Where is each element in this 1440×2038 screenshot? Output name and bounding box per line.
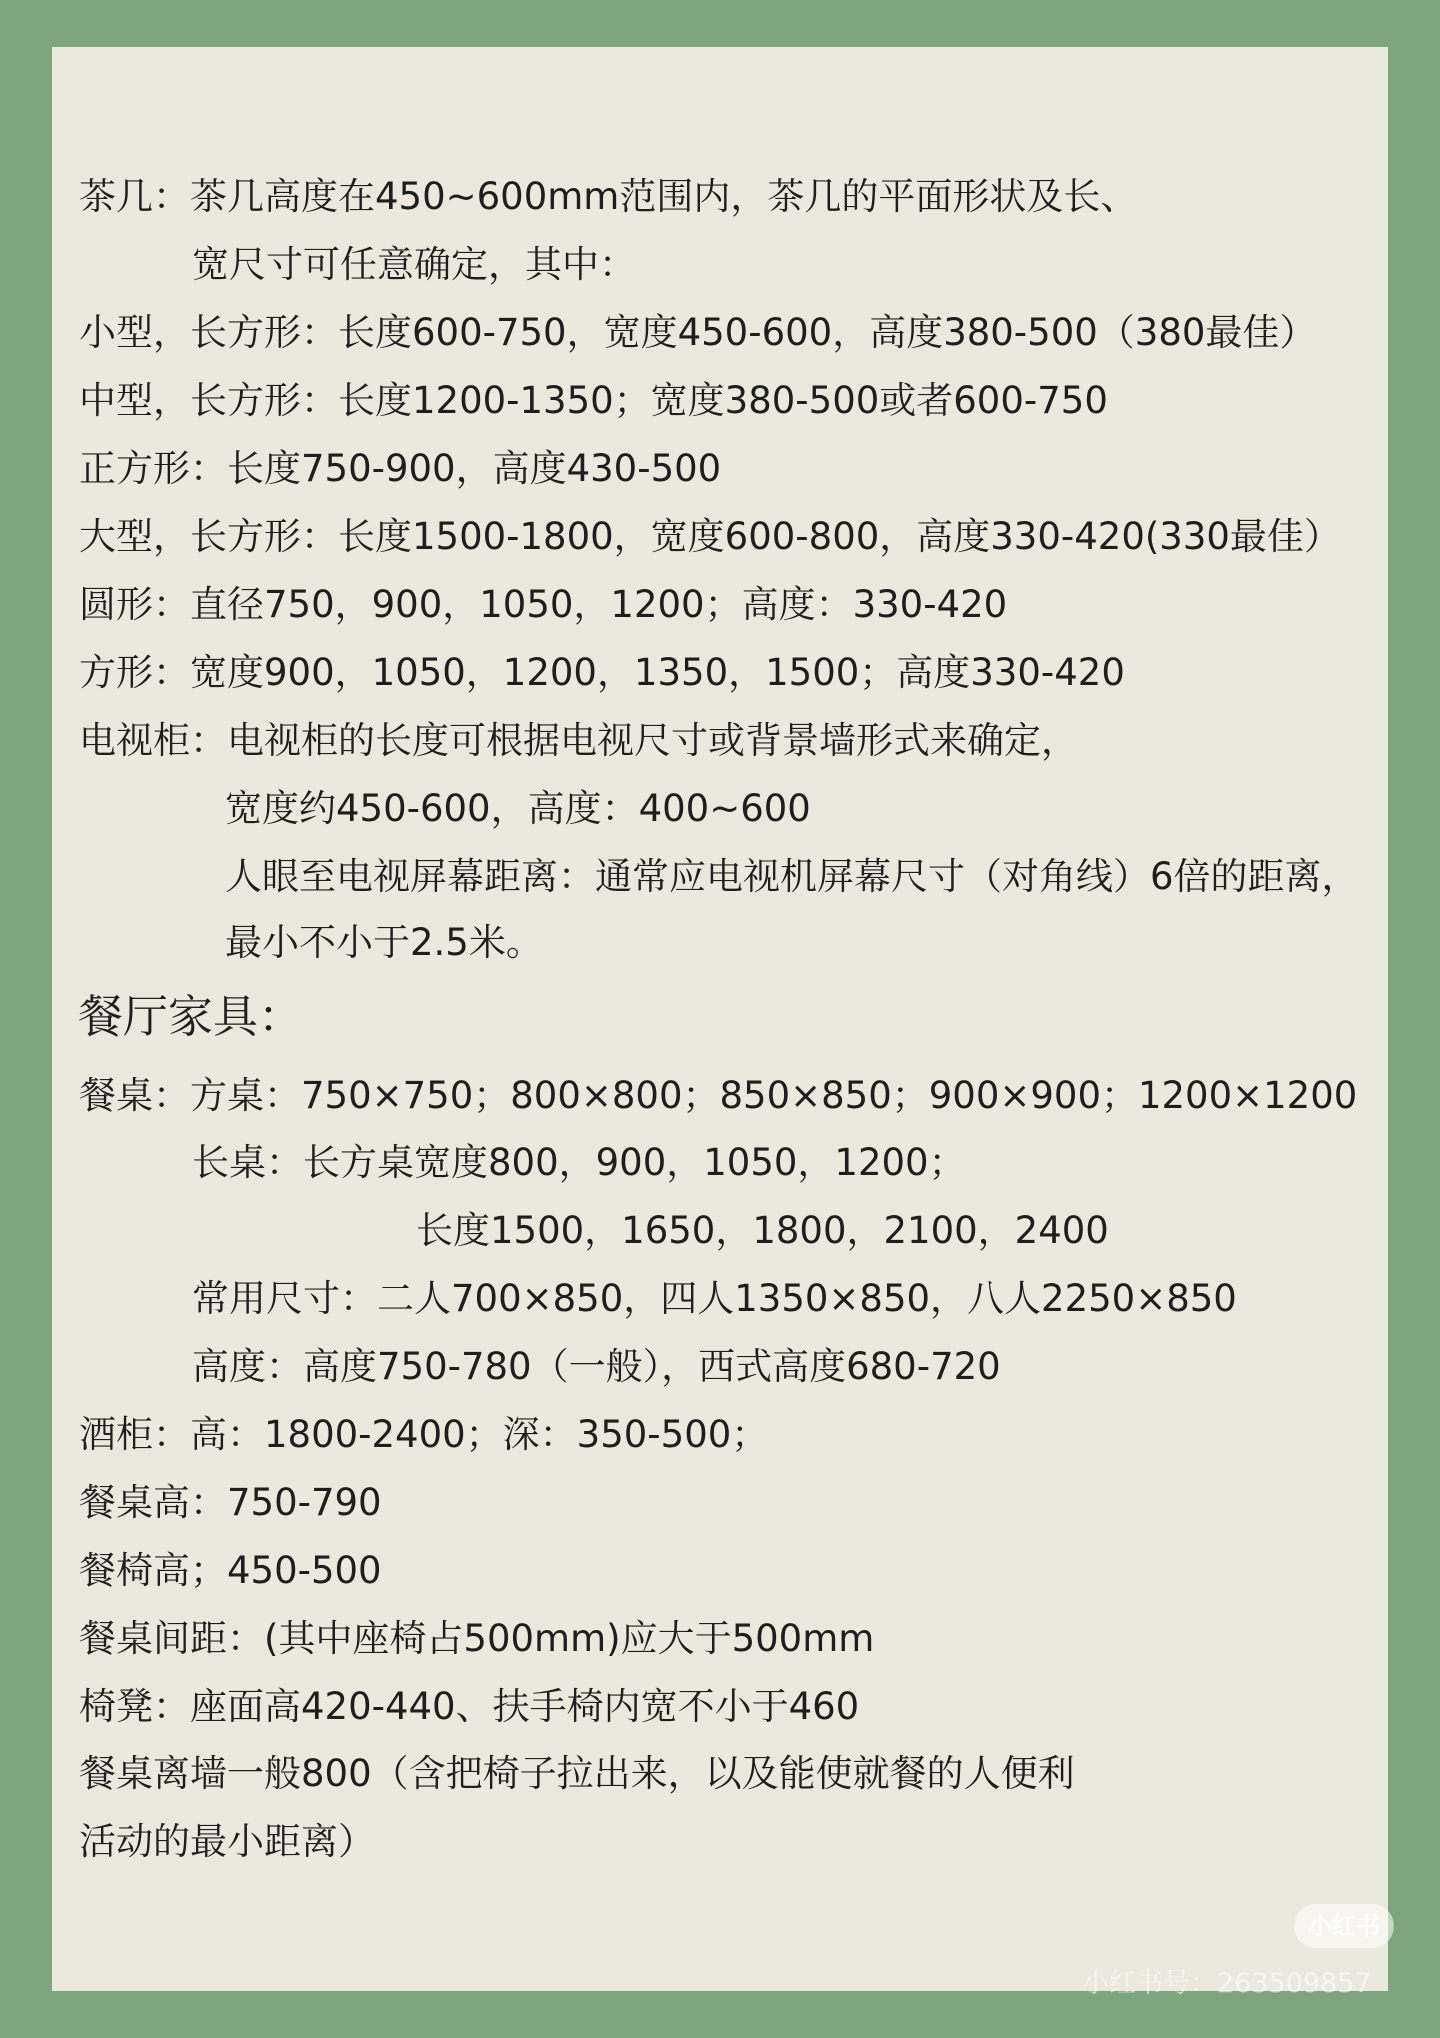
- dining-table-long-line-2: 长度1500，1650，1800，2100，2400: [416, 1209, 1109, 1252]
- watermark-badge: 小红书: [1294, 1904, 1394, 1948]
- square-line: 正方形：长度750-900，高度430-500: [79, 447, 722, 490]
- dining-table-height-short-line: 餐桌高：750-790: [79, 1481, 382, 1524]
- watermark-id: 小红书号：263509857: [1082, 1968, 1372, 1999]
- square-shape-line: 方形：宽度900，1050，1200，1350，1500；高度330-420: [79, 651, 1125, 694]
- tv-cabinet-line-4: 最小不小于2.5米。: [225, 921, 543, 964]
- tea-table-line-1: 茶几：茶几高度在450~600mm范围内，茶几的平面形状及长、: [79, 175, 1138, 218]
- chair-stool-line: 椅凳：座面高420-440、扶手椅内宽不小于460: [79, 1685, 860, 1728]
- dining-table-common-line: 常用尺寸：二人700×850，四人1350×850，八人2250×850: [192, 1277, 1237, 1320]
- tv-cabinet-line-2: 宽度约450-600，高度：400~600: [225, 787, 811, 830]
- tea-table-line-2: 宽尺寸可任意确定，其中：: [192, 243, 636, 286]
- dining-table-long-line-1: 长桌：长方桌宽度800，900，1050，1200；: [192, 1141, 966, 1184]
- small-rect-line: 小型，长方形：长度600-750，宽度450-600，高度380-500（380最佳）: [79, 311, 1317, 354]
- dining-table-height-line: 高度：高度750-780（一般），西式高度680-720: [192, 1345, 1001, 1388]
- wine-cabinet-line: 酒柜：高：1800-2400；深：350-500；: [79, 1413, 769, 1456]
- round-line: 圆形：直径750，900，1050，1200；高度：330-420: [79, 583, 1008, 626]
- medium-rect-line: 中型，长方形：长度1200-1350；宽度380-500或者600-750: [79, 379, 1108, 422]
- tv-cabinet-line-1: 电视柜：电视柜的长度可根据电视尺寸或背景墙形式来确定，: [79, 719, 1078, 762]
- tv-cabinet-line-3: 人眼至电视屏幕距离：通常应电视机屏幕尺寸（对角线）6倍的距离，: [225, 855, 1359, 898]
- dining-table-spacing-line: 餐桌间距：(其中座椅占500mm)应大于500mm: [79, 1617, 875, 1660]
- dining-chair-height-line: 餐椅高；450-500: [79, 1549, 382, 1592]
- dining-table-square-line: 餐桌：方桌：750×750；800×800；850×850；900×900；1200×1200: [79, 1074, 1358, 1117]
- table-wall-line-2: 活动的最小距离）: [79, 1820, 375, 1863]
- table-wall-line-1: 餐桌离墙一般800（含把椅子拉出来，以及能使就餐的人便利: [79, 1752, 1075, 1795]
- dining-heading: 餐厅家具：: [78, 990, 304, 1043]
- large-rect-line: 大型，长方形：长度1500-1800，宽度600-800，高度330-420(330最佳）: [79, 515, 1341, 558]
